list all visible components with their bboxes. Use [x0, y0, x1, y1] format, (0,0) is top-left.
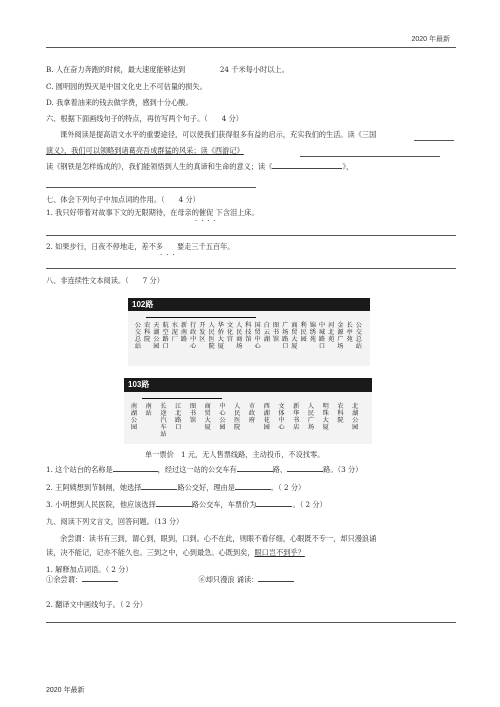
bus-stop-name: 白云湖 — [263, 322, 270, 343]
option-b: B. 人在奋力奔跑的时候，最大速度能够达到 24 千米每小时以上。 — [46, 65, 289, 74]
answer-line — [300, 156, 440, 157]
bus-stop-name: 华侨大厦 — [217, 322, 224, 350]
bus-stop-name: 南站 — [145, 403, 152, 417]
bus-stop-name: 开发区 — [199, 322, 206, 343]
section6-title: 六、根据下面画线句子的特点，再仿写两个句子。（ 4 分） — [46, 114, 243, 123]
bus-stop-name: 商贸大厦 — [291, 322, 298, 350]
bus-stop-name: 文体中心 — [278, 403, 285, 431]
answer-line — [46, 268, 456, 269]
classical-passage-line2: 读，决不能记，记亦不能久也。三到之中，心到最急。心既到矣，眼口岂不到乎？ — [46, 548, 305, 557]
section7-title: 七、体会下列句子中加点词的作用。（ 4 分） — [46, 195, 200, 204]
bus-stop-name: 文化宫 — [226, 322, 234, 343]
bus-stop-name: 科技馆 — [245, 322, 252, 343]
section8-q3: 3. 小明想到人民医院，他应该选择 路公交车，车票价为 。（ 2 分） — [46, 500, 327, 509]
bus-stop-name: 国贸中心 — [254, 322, 261, 350]
answer-line — [46, 622, 456, 623]
bus-stop-name: 图书馆 — [189, 403, 197, 424]
answer-line — [46, 187, 256, 188]
bus-stop-name: 天湖公园 — [153, 322, 160, 350]
section6-paragraph-line2: 演义》，我们可以领略到诸葛亮吾成群猛的风采；读《西游记》 — [46, 146, 244, 155]
bus-stop-name: 行政中心 — [190, 322, 197, 350]
bus-stop-name: 人民广场 — [307, 403, 315, 431]
classical-passage-line1: 余尝谓：读书有三到，谓心到，眼到，口到。心不在此，则眼不看仔细，心眼既不专一，却只漫浪诵 — [60, 534, 377, 543]
bus-stop-name: 明珠大厦 — [322, 403, 329, 431]
bus-stop-name: 新南路 — [180, 322, 188, 343]
bus-route-sign-103 — [124, 378, 372, 444]
bus-stop-name: 长途汽车站 — [160, 403, 167, 438]
bus-stop-name: 北湖公园 — [352, 403, 359, 431]
section8-title: 八、非连续性文本阅读。（ 7 分） — [46, 276, 164, 285]
page-footer-year: 2020 年最新 — [46, 687, 85, 694]
bus-route-sign-102 — [128, 298, 370, 366]
bus-stop-name: 利民园 — [300, 322, 307, 343]
route-number-103: 103路 — [128, 380, 150, 389]
bus-stop-name: 新华书店 — [293, 403, 300, 431]
bus-stop-name: 人民医院 — [234, 403, 241, 431]
bus-stop-name: 河北苑 — [328, 322, 335, 343]
emphasis-dots: ···· — [195, 217, 220, 225]
bus-stop-name: 公交总站 — [355, 322, 362, 350]
emphasis-dots: ··· — [160, 251, 179, 259]
answer-line — [414, 140, 454, 141]
section8-q1: 1. 这个站台的名称是 ，经过这一站的公交车有 路、 路。（3 分） — [46, 465, 363, 474]
bus-stop-name: 南湖公园 — [130, 403, 138, 431]
option-c: C. 圆明园的毁灭是中国文化史上不可估量的损失。 — [46, 82, 207, 91]
section9-q1-items: ①余尝谓： ⑥却只漫浪 诵读： — [46, 576, 294, 585]
bus-stop-name: 金源广场 — [337, 322, 344, 350]
bus-stop-name: 广场路口 — [282, 322, 289, 350]
bus-stop-name: 中心公园 — [219, 403, 226, 431]
section9-q1: 1. 解释加点词语。（ 2 分） — [46, 565, 133, 574]
bus-stop-name: 商贸大厦 — [204, 403, 211, 431]
option-d: D. 我拿着油来的钱去做学费，感到十分心酸。 — [46, 98, 193, 107]
bus-stop-name: 公交总站 — [134, 322, 142, 350]
bus-stop-name: 西湖花园 — [263, 403, 270, 431]
bus-stop-name: 水泥厂 — [171, 322, 178, 343]
bus-stop-name: 长亭苑 — [346, 322, 353, 343]
fare-note: 单一票价 1 元，无人售票线路，主动投币，不设找零。 — [145, 450, 325, 459]
page-header-year: 2020 年最新 — [411, 36, 450, 43]
section9-q2: 2. 翻译文中画线句子。（ 2 分） — [46, 600, 147, 609]
bus-stop-name: 图书馆 — [272, 322, 280, 343]
direction-arrow — [146, 317, 256, 318]
header-rule — [46, 47, 456, 48]
route-number-102: 102路 — [132, 300, 154, 309]
section8-q2: 2. 王阿姨想到节制闸，她选择 路公交好，理由是 。（ 2 分） — [46, 483, 306, 492]
answer-line — [46, 235, 456, 236]
bus-stop-name: 市政府 — [248, 403, 256, 424]
direction-arrow — [142, 398, 222, 399]
section6-paragraph-line3: 读《钢铁是怎样炼成的》，我们能领悟到人生的真谛和生命的意义；读《 》， — [46, 162, 354, 171]
bus-stop-name: 农科院 — [144, 322, 151, 343]
section9-title: 九、阅读下列文言文，回答问题。（13 分） — [46, 517, 184, 526]
section6-paragraph-line1: 课外阅读是提高语文水平的重要途径，可以使我们获得很多有益的启示，充实我们的生活。读《三国 — [60, 130, 377, 139]
section7-q1: 1. 我只好带着对故事下文的无限期待，在母亲的催促 下含泪上床。 — [46, 208, 259, 217]
bus-stop-name: 人民商场 — [236, 322, 243, 350]
bus-stop-name: 中城路口 — [318, 322, 326, 350]
bus-stop-name: 航空路口 — [162, 322, 169, 350]
bus-stop-name: 锦绣苑 — [309, 322, 316, 343]
bus-stop-name: 人民医院 — [208, 322, 215, 350]
bus-stop-name: 江北路口 — [175, 403, 182, 431]
bus-stop-name: 农科院 — [337, 403, 344, 424]
section7-q2: 2. 如果步行，日夜不停地走，差不多 要走三千五百年。 — [46, 242, 235, 251]
